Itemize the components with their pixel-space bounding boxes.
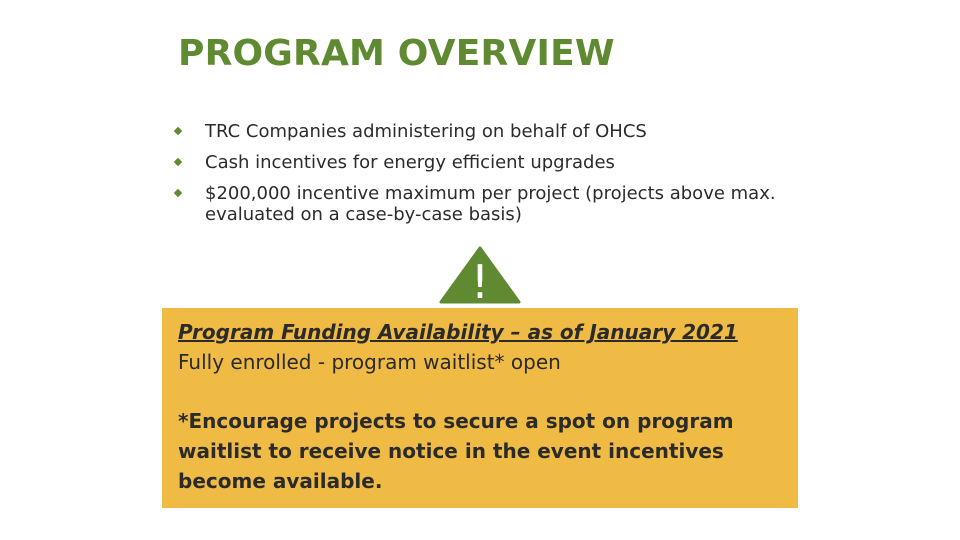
- bullet-item: [170, 183, 810, 225]
- warning-triangle-icon: [439, 246, 521, 304]
- slide-title: PROGRAM OVERVIEW: [178, 33, 615, 74]
- notice-note: *Encourage projects to secure a spot on program waitlist to receive notice in the event incentives become available.: [178, 409, 734, 493]
- bullet-item: [170, 121, 810, 142]
- diamond-bullet-icon: [174, 127, 182, 135]
- diamond-bullet-icon: [174, 189, 182, 197]
- notice-heading: Program Funding Availability – as of January 2021: [178, 320, 738, 344]
- notice-status: Fully enrolled - program waitlist* open: [178, 350, 561, 374]
- bullet-text: $200,000 incentive maximum per project (projects above max. evaluated on a case-by-case basis): [205, 183, 776, 225]
- bullet-list: [170, 121, 810, 235]
- bullet-text: Cash incentives for energy efficient upgrades: [205, 152, 615, 173]
- diamond-bullet-icon: [174, 158, 182, 166]
- bullet-item: [170, 152, 810, 173]
- bullet-text: TRC Companies administering on behalf of OHCS: [205, 121, 647, 142]
- warning-exclamation: !: [470, 255, 490, 304]
- funding-notice-box: [162, 308, 798, 508]
